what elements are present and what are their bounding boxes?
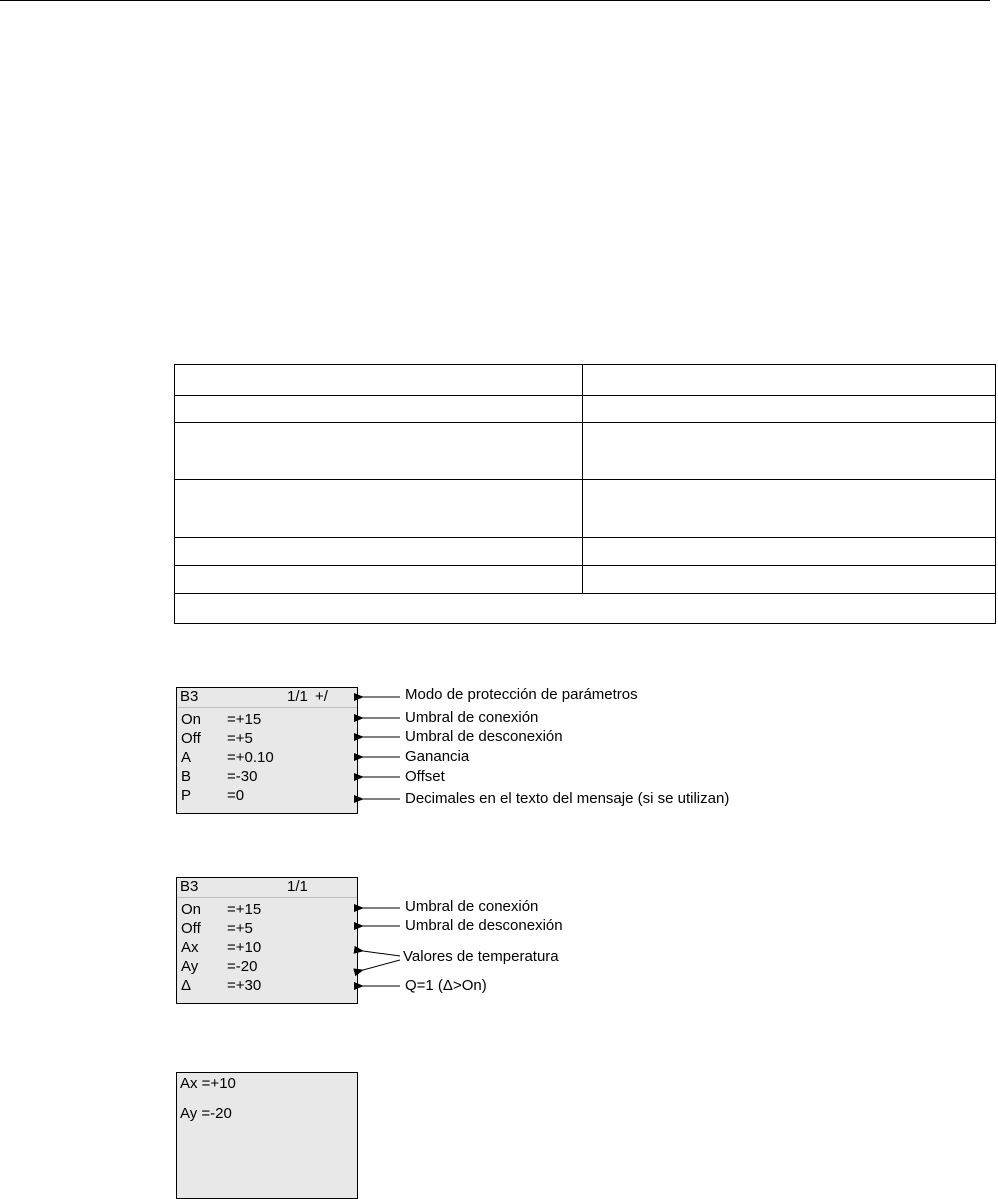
annotation-off-threshold: Umbral de desconexión <box>405 728 563 745</box>
annotation-off-threshold: Umbral de desconexión <box>405 917 563 934</box>
arrow <box>363 951 400 956</box>
value-on: =+15 <box>227 901 262 918</box>
param-label-p: P <box>181 787 192 804</box>
page-indicator: 1/1 <box>287 878 308 895</box>
annotation-protection-mode: Modo de protección de parámetros <box>405 686 638 703</box>
annotation-temperature-values: Valores de temperatura <box>403 948 559 965</box>
annotation-q-output: Q=1 (Δ>On) <box>405 977 487 994</box>
arrow <box>363 960 400 970</box>
temperature-ax: Ax =+10 <box>180 1075 236 1092</box>
value-label-off: Off <box>181 920 201 937</box>
value-label-on: On <box>181 901 202 918</box>
param-value-p: =0 <box>227 787 245 804</box>
value-label-delta: Δ <box>181 977 192 994</box>
annotation-decimals: Decimales en el texto del mensaje (si se utilizan) <box>405 790 730 807</box>
value-ay: =-20 <box>227 958 258 975</box>
value-off: =+5 <box>227 920 253 937</box>
param-label-on: On <box>181 711 202 728</box>
value-label-ax: Ax <box>181 939 199 956</box>
param-value-b: =-30 <box>227 768 258 785</box>
param-value-a: =+0.10 <box>227 749 274 766</box>
param-value-on: =+15 <box>227 711 262 728</box>
block-number: B3 <box>180 688 199 705</box>
block-number: B3 <box>180 878 199 895</box>
param-label-a: A <box>181 749 192 766</box>
param-label-off: Off <box>181 730 201 747</box>
protection-mode: +/ <box>315 688 328 705</box>
temperature-ay: Ay =-20 <box>180 1105 232 1122</box>
annotation-on-threshold: Umbral de conexión <box>405 709 539 726</box>
annotation-gain: Ganancia <box>405 748 470 765</box>
page-indicator: 1/1 <box>287 688 308 705</box>
param-label-b: B <box>181 768 192 785</box>
value-ax: =+10 <box>227 939 262 956</box>
param-value-off: =+5 <box>227 730 253 747</box>
annotation-offset: Offset <box>405 768 445 785</box>
annotation-on-threshold: Umbral de conexión <box>405 898 539 915</box>
value-label-ay: Ay <box>181 958 199 975</box>
value-delta: =+30 <box>227 977 262 994</box>
